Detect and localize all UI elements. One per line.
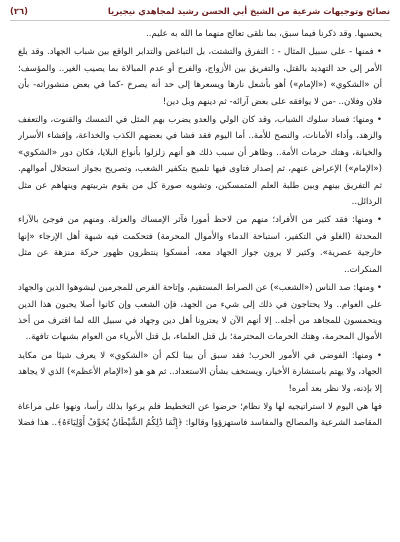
paragraph-strategy: فها هي اليوم لا استراتيجيه لها ولا نظام؛ حرضوا عن التخطيط فلم يرعوا بذلك رأسا، ونهوا على مراعاة المقاصد الشرعية والمصالح والمفاسد فاستهزؤوا وقالوا: ﴿إِنَّمَا ذَٰلِكُمُ الشَّيْطَانُ يُخَوِّفُ أَوْلِيَاءَهُ﴾.. هذا فضلا <box>18 401 382 429</box>
page-number: (٢٦) <box>10 6 28 16</box>
paragraph-obstruction: • ومنها: صد الناس («الشعب») عن الصراط المستقيم، وإتاحة الفرص للمجرمين ليشوهوا الدين والجهاد على العوام.. ولا يحتاجون في ذلك إلى شيء من الجهد، فإن الشعب وإن كانوا أصلا يحبون هذا الدين ويتحمسون للمجاهد من أجله.. إلا أنهم الآن لا يعترونا أهل دين وجهاد في سبيل الله لما اقترف من أخذ الأموال المحرمة، وهتك الحرمات المحترمة؛ بل قتل العلماء، بل قتل الأبرياء من العوام بشبهات تافهة.. <box>18 283 382 343</box>
paragraph-intro: يحسبها. وقد ذكرنا فيما سبق، بما نلقى تعالج منهما ما الله به عليم.. <box>146 29 382 39</box>
paragraph-chaos: • ومنها: الفوضى في الأمور الحرب؛ فقد سبق أن بينا لكم أن «الشكوي» لا يعرف شيئا من مكايد الجهاد، ولا يهتم باستشارة الأخيار، ويستخف بشأن الاستعداد.. ثم هو هو («الإمام الأعظم») الذي لا يجاهد إلا بإذنه، ولا نظر بعد أمره! <box>18 350 382 394</box>
page-header <box>10 2 390 21</box>
paragraph-loss: • ومنها: فقد كثير من الأفراد؛ منهم من لاحظ أمورا فآثر الإمساك والعزلة. ومنهم من فوجئ بالآراء المحدثة (الغلو في التكفير، استباحة الدماء والأموال المحرمة) فتحكمت فيه شبهة أهل الإرجاء «إنها خارجية عصرية». وكثير لا يرون جواز الجهاد معه، أمسكوا ينتظرون ظهور حركة منزهة عن مثل المنكرات.. <box>18 215 382 275</box>
paragraph-corruption: • ومنها: فساد سلوك الشباب، وقد كان الولي والعدو يضرب بهم المثل في التمسك والقنوت، والتعفف والزهد، وأداء الأمانات، والنصح للأمة.. أما اليوم فقد فشا في بعضهم الكذب والخداعة، وإفشاء الأسرار والخيانة، وهتك حرمات الأمة.. وظاهر أن سبب ذلك هو أنهم زلزلوا بأنواع البلايا، فكان دور «الشكوي» («الإمام») الإعراض عنهم، ثم إصدار فتاوى فيها تلميح بتكفير الشعب، وتصريح بجواز استحلال أموالهم. ثم التفريق بينهم وبين طلبة العلم المتمسكين، وتشويه صورة كل من يقوم بتربيتهم وينهاهم عن مثل الرذائل.. <box>18 115 382 208</box>
paragraph-division: • فمنها - على سبيل المثال - : التفرق والتشتت، بل التباغض والتدابر الواقع بين شباب الجهاد. وقد بلغ الأمر إلى حد التهديد بالقتل، والتفريق بين الأزواج، والفرح أو عدم المبالاة بما يصيب الغير.. والمؤسف؛ أن «الشكوي» («الإمام») أهو بأشعل نارها ويسعرها إلى حد أنه يصرخ -كما في بعض منشوراته- بأن فلان وفلان.. -من لا يوافقه على بعض آرائه- ثم دينهم وبل دين! <box>18 47 382 107</box>
body-text <box>18 26 382 536</box>
header-title: نصائح وتوجيهات شرعية من الشيخ أبي الحسن رشيد لمجاهدي نيجيريا <box>107 6 390 16</box>
